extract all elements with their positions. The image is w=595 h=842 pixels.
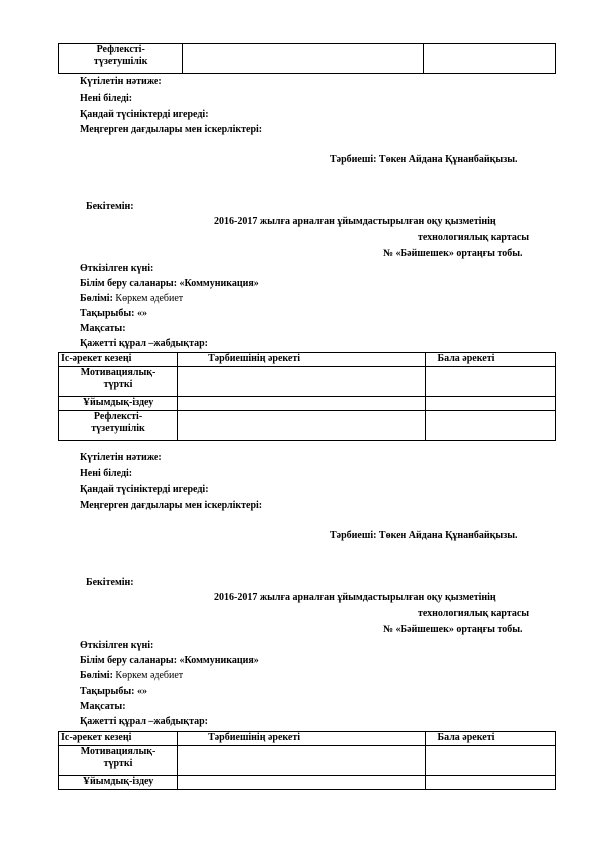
child-action-cell [425, 411, 556, 441]
results-concepts: Қандай түсініктерді игереді: [80, 109, 209, 120]
results-concepts: Қандай түсініктерді игереді: [80, 484, 209, 495]
stage-cell-refleksia [59, 411, 178, 441]
section-label: Бөлімі: [80, 293, 113, 304]
card-title-line1: 2016-2017 жылға арналған ұйымдастырылған оқу қызметінің [214, 216, 496, 227]
card-title-line2: технологиялық картасы [418, 608, 530, 619]
tech-card-table-3 [58, 731, 556, 790]
stage-label-line1: Мотивациялық- [80, 746, 156, 757]
section-line [80, 670, 183, 682]
teacher-action-cell [178, 746, 425, 776]
top-partial-table [58, 43, 556, 74]
stage-cell-search: Ұйымдық-іздеу [59, 397, 178, 411]
results-skills: Меңгерген дағдылары мен іскерліктері: [80, 500, 263, 511]
header-teacher: Тәрбиешінің әрекеті [178, 353, 425, 367]
date-line: Өткізілген күні: [80, 263, 154, 274]
materials-line: Қажетті құрал –жабдықтар: [80, 338, 208, 349]
teacher-action-cell [178, 367, 425, 397]
results-knows: Нені біледі: [80, 93, 133, 104]
results-title: Күтілетін нәтиже: [80, 76, 162, 87]
goal-line: Мақсаты: [80, 323, 126, 334]
section-value: Көркем әдебиет [115, 293, 184, 304]
approved-label: Бекітемін: [86, 201, 134, 212]
approved-label: Бекітемін: [86, 577, 134, 588]
child-action-cell [425, 776, 556, 790]
child-action-cell [424, 44, 556, 74]
teacher-line: Тәрбиеші: Төкен Айдана Құнанбайқызы. [330, 154, 518, 165]
child-action-cell [425, 746, 556, 776]
card-title-line2: технологиялық картасы [418, 232, 530, 243]
stage-label-line2: түзетушілік [93, 56, 148, 67]
stage-label-line2: түрткі [103, 758, 133, 769]
section-line [80, 293, 183, 305]
stage-label-line1: Мотивациялық- [80, 367, 156, 378]
header-stage: Іс-әрекет кезеңі [59, 732, 178, 746]
group-line: № «Бәйшешек» ортаңғы тобы. [383, 248, 523, 259]
area-line: Білім беру саланары: «Коммуникация» [80, 278, 259, 289]
card-title-line1: 2016-2017 жылға арналған ұйымдастырылған оқу қызметінің [214, 592, 496, 603]
group-line: № «Бәйшешек» ортаңғы тобы. [383, 624, 523, 635]
tech-card-table-2 [58, 352, 556, 441]
area-line: Білім беру саланары: «Коммуникация» [80, 655, 259, 666]
header-child: Бала әрекеті [425, 353, 556, 367]
teacher-line: Тәрбиеші: Төкен Айдана Құнанбайқызы. [330, 530, 518, 541]
header-stage: Іс-әрекет кезеңі [59, 353, 178, 367]
teacher-action-cell [183, 44, 424, 74]
results-title: Күтілетін нәтиже: [80, 452, 162, 463]
topic-line: Тақырыбы: «» [80, 308, 147, 319]
stage-cell-motivation [59, 746, 178, 776]
goal-line: Мақсаты: [80, 701, 126, 712]
stage-cell-motivation [59, 367, 178, 397]
stage-label-line2: түрткі [103, 379, 133, 390]
stage-cell-refleksia [59, 44, 183, 74]
results-skills: Меңгерген дағдылары мен іскерліктері: [80, 124, 263, 135]
child-action-cell [425, 397, 556, 411]
section-value: Көркем әдебиет [115, 670, 184, 681]
results-knows: Нені біледі: [80, 468, 133, 479]
section-label: Бөлімі: [80, 670, 113, 681]
stage-label-line1: Рефлексті- [96, 44, 145, 55]
stage-label-line2: түзетушілік [91, 423, 145, 434]
header-teacher: Тәрбиешінің әрекеті [178, 732, 425, 746]
teacher-action-cell [178, 397, 425, 411]
child-action-cell [425, 367, 556, 397]
date-line: Өткізілген күні: [80, 640, 154, 651]
materials-line: Қажетті құрал –жабдықтар: [80, 716, 208, 727]
stage-label-line1: Рефлексті- [93, 411, 143, 422]
teacher-action-cell [178, 776, 425, 790]
stage-cell-search: Ұйымдық-іздеу [59, 776, 178, 790]
topic-line: Тақырыбы: «» [80, 686, 147, 697]
header-child: Бала әрекеті [425, 732, 556, 746]
teacher-action-cell [178, 411, 425, 441]
